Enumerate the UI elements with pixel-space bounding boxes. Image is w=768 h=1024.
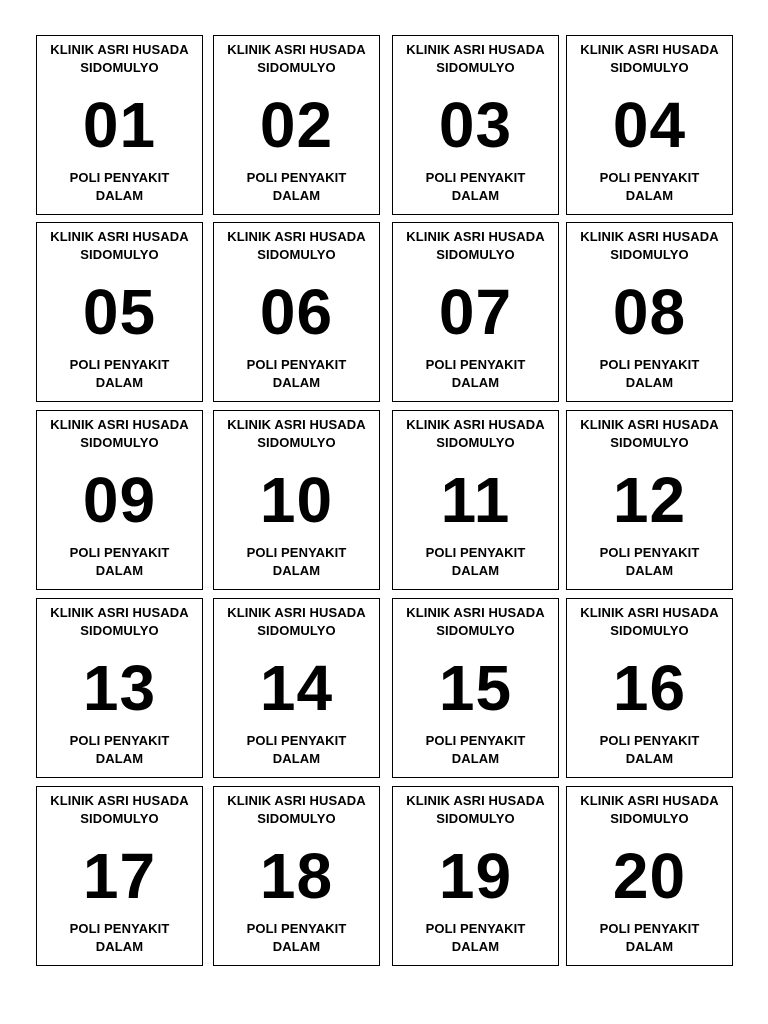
queue-number: 02 (259, 89, 334, 161)
department-name: POLI PENYAKIT DALAM (599, 545, 700, 578)
queue-number: 16 (612, 652, 687, 724)
queue-card-16 (566, 598, 733, 778)
queue-card-14 (213, 598, 380, 778)
queue-number: 08 (612, 276, 687, 348)
queue-number: 18 (259, 840, 334, 912)
department-name: POLI PENYAKIT DALAM (246, 170, 347, 203)
queue-number: 04 (612, 89, 687, 161)
queue-card-15 (392, 598, 559, 778)
clinic-name: KLINIK ASRI HUSADA SIDOMULYO (406, 417, 545, 450)
queue-number: 07 (438, 276, 513, 348)
department-name: POLI PENYAKIT DALAM (69, 357, 170, 390)
department-name: POLI PENYAKIT DALAM (69, 170, 170, 203)
department-name: POLI PENYAKIT DALAM (246, 545, 347, 578)
queue-card-12 (566, 410, 733, 590)
clinic-name: KLINIK ASRI HUSADA SIDOMULYO (406, 605, 545, 638)
department-name: POLI PENYAKIT DALAM (425, 170, 526, 203)
clinic-name: KLINIK ASRI HUSADA SIDOMULYO (406, 229, 545, 262)
clinic-name: KLINIK ASRI HUSADA SIDOMULYO (580, 605, 719, 638)
queue-card-13 (36, 598, 203, 778)
department-name: POLI PENYAKIT DALAM (425, 357, 526, 390)
queue-card-03 (392, 35, 559, 215)
queue-card-10 (213, 410, 380, 590)
department-name: POLI PENYAKIT DALAM (246, 357, 347, 390)
queue-number: 06 (259, 276, 334, 348)
clinic-name: KLINIK ASRI HUSADA SIDOMULYO (580, 42, 719, 75)
queue-number: 13 (82, 652, 157, 724)
clinic-name: KLINIK ASRI HUSADA SIDOMULYO (227, 417, 366, 450)
queue-card-07 (392, 222, 559, 402)
department-name: POLI PENYAKIT DALAM (69, 921, 170, 954)
queue-card-11 (392, 410, 559, 590)
queue-card-04 (566, 35, 733, 215)
clinic-name: KLINIK ASRI HUSADA SIDOMULYO (227, 793, 366, 826)
clinic-name: KLINIK ASRI HUSADA SIDOMULYO (227, 229, 366, 262)
department-name: POLI PENYAKIT DALAM (425, 733, 526, 766)
department-name: POLI PENYAKIT DALAM (599, 170, 700, 203)
queue-number: 14 (259, 652, 334, 724)
queue-number: 01 (82, 89, 157, 161)
clinic-name: KLINIK ASRI HUSADA SIDOMULYO (406, 42, 545, 75)
department-name: POLI PENYAKIT DALAM (69, 733, 170, 766)
queue-card-02 (213, 35, 380, 215)
department-name: POLI PENYAKIT DALAM (425, 545, 526, 578)
queue-number: 05 (82, 276, 157, 348)
queue-card-19 (392, 786, 559, 966)
queue-number: 19 (438, 840, 513, 912)
queue-card-20 (566, 786, 733, 966)
clinic-name: KLINIK ASRI HUSADA SIDOMULYO (50, 605, 189, 638)
queue-number: 09 (82, 464, 157, 536)
queue-card-06 (213, 222, 380, 402)
clinic-name: KLINIK ASRI HUSADA SIDOMULYO (50, 417, 189, 450)
queue-number: 03 (438, 89, 513, 161)
queue-number: 20 (612, 840, 687, 912)
clinic-name: KLINIK ASRI HUSADA SIDOMULYO (50, 42, 189, 75)
department-name: POLI PENYAKIT DALAM (69, 545, 170, 578)
clinic-name: KLINIK ASRI HUSADA SIDOMULYO (50, 793, 189, 826)
department-name: POLI PENYAKIT DALAM (425, 921, 526, 954)
department-name: POLI PENYAKIT DALAM (599, 357, 700, 390)
queue-card-05 (36, 222, 203, 402)
clinic-name: KLINIK ASRI HUSADA SIDOMULYO (580, 793, 719, 826)
department-name: POLI PENYAKIT DALAM (599, 921, 700, 954)
queue-number: 17 (82, 840, 157, 912)
queue-card-17 (36, 786, 203, 966)
clinic-name: KLINIK ASRI HUSADA SIDOMULYO (50, 229, 189, 262)
queue-number: 10 (259, 464, 334, 536)
department-name: POLI PENYAKIT DALAM (246, 921, 347, 954)
clinic-name: KLINIK ASRI HUSADA SIDOMULYO (227, 42, 366, 75)
clinic-name: KLINIK ASRI HUSADA SIDOMULYO (227, 605, 366, 638)
clinic-name: KLINIK ASRI HUSADA SIDOMULYO (580, 229, 719, 262)
department-name: POLI PENYAKIT DALAM (246, 733, 347, 766)
queue-card-08 (566, 222, 733, 402)
clinic-name: KLINIK ASRI HUSADA SIDOMULYO (580, 417, 719, 450)
queue-number: 15 (438, 652, 513, 724)
queue-card-09 (36, 410, 203, 590)
queue-card-01 (36, 35, 203, 215)
queue-card-18 (213, 786, 380, 966)
queue-number: 12 (612, 464, 687, 536)
queue-number: 11 (440, 464, 511, 536)
department-name: POLI PENYAKIT DALAM (599, 733, 700, 766)
clinic-name: KLINIK ASRI HUSADA SIDOMULYO (406, 793, 545, 826)
